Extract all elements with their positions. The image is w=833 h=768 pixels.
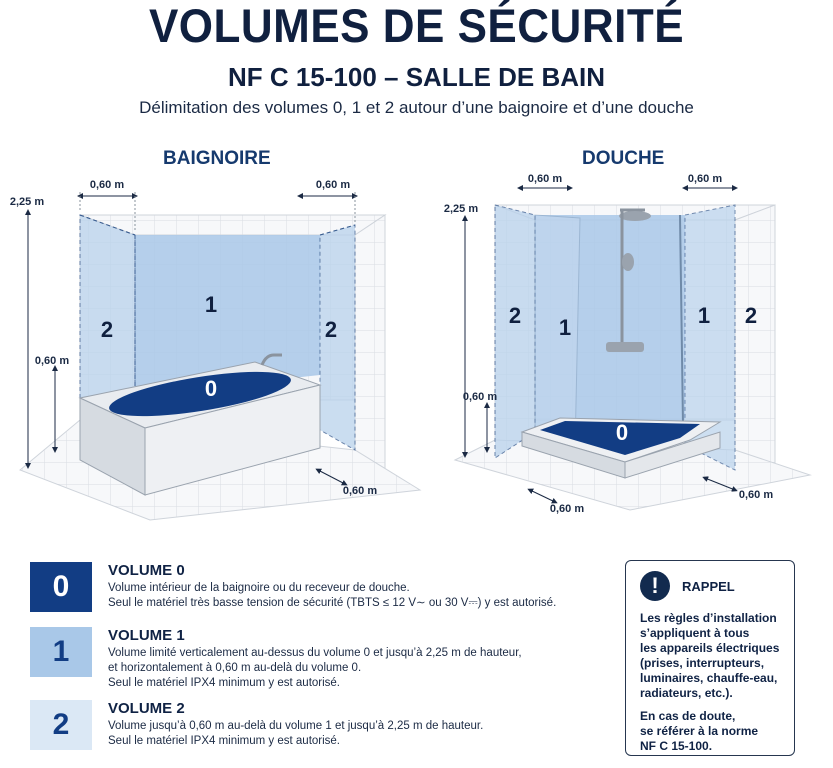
shower-v2-right: 2 (744, 303, 758, 328)
shower-v1-right: 1 (697, 303, 711, 328)
shower-v1-left: 1 (558, 315, 572, 340)
volume-0-line-2: Seul le matériel très basse tension de sécurité (TBTS ≤ 12 V∼ ou 30 V⎓) y est autorisé. (108, 597, 557, 609)
volume-1-title: VOLUME 1 (108, 627, 185, 644)
volume-0-badge: 0 (30, 562, 92, 612)
shower-dim-top-right: 0,60 m (687, 173, 723, 185)
bath-dim-top-right: 0,60 m (315, 179, 351, 191)
exclamation-icon: ! (640, 571, 670, 601)
bath-v0: 0 (204, 376, 218, 401)
shower-dim-floor-left: 0,60 m (549, 503, 585, 515)
rappel-line: luminaires, chauffe-eau, (640, 671, 778, 685)
rappel-line: les appareils électriques (640, 641, 780, 655)
bath-dim-top-left: 0,60 m (89, 179, 125, 191)
bath-dim-floor: 0,60 m (342, 485, 378, 497)
page-description: Délimitation des volumes 0, 1 et 2 autour d’une baignoire et d’une douche (139, 98, 694, 117)
volume-2-badge: 2 (30, 700, 92, 750)
volume-0-line-1: Volume intérieur de la baignoire ou du receveur de douche. (108, 582, 410, 594)
bath-v2-right: 2 (324, 317, 338, 342)
rappel-line: (prises, interrupteurs, (640, 656, 765, 670)
bathroom-diagram (0, 170, 833, 530)
rappel-body (640, 611, 790, 762)
shower-v2-left: 2 (508, 303, 522, 328)
rappel-line: En cas de doute, (640, 709, 736, 723)
bath-v2-left: 2 (100, 317, 114, 342)
volume-2-line-1: Volume jusqu’à 0,60 m au-delà du volume 1 et jusqu’à 2,25 m de hauteur. (108, 720, 484, 732)
volume-1-line-2: et horizontalement à 0,60 m au-delà du volume 0. (108, 662, 362, 674)
rappel-line: Les règles d’installation (640, 611, 777, 625)
volume-1-line-3: Seul le matériel IPX4 minimum y est autorisé. (108, 677, 341, 689)
shower-dim-top-left: 0,60 m (527, 173, 563, 185)
shower-dim-floor-right: 0,60 m (738, 489, 774, 501)
rappel-line: se référer à la norme (640, 724, 759, 738)
rappel-line: NF C 15-100. (640, 739, 713, 753)
bath-v1: 1 (204, 292, 218, 317)
shower-dim-height-low: 0,60 m (462, 391, 498, 403)
bath-volume-0-label (205, 376, 217, 401)
volume-2-line-2: Seul le matériel IPX4 minimum y est autorisé. (108, 735, 341, 747)
volume-1-line-1: Volume limité verticalement au-dessus du volume 0 et jusqu’à 2,25 m de hauteur, (108, 647, 522, 659)
shower-v0: 0 (615, 420, 629, 445)
volume-2-title: VOLUME 2 (108, 700, 185, 717)
bath-dim-height-low: 0,60 m (34, 355, 70, 367)
page-subtitle: NF C 15-100 – SALLE DE BAIN (227, 62, 606, 92)
shower-volume-2-left (495, 205, 535, 458)
volume-0-title: VOLUME 0 (108, 562, 185, 579)
bath-dim-height-total: 2,25 m (9, 196, 45, 208)
baignoire-label: BAIGNOIRE (163, 148, 271, 169)
rappel-line: radiateurs, etc.). (640, 686, 733, 700)
page-title: VOLUMES DE SÉCURITÉ (148, 0, 685, 53)
shower-dim-height-total: 2,25 m (443, 203, 479, 215)
douche-label: DOUCHE (582, 148, 665, 169)
rappel-line: s’appliquent à tous (640, 626, 750, 640)
rappel-title: RAPPEL (682, 579, 735, 594)
volume-1-badge: 1 (30, 627, 92, 677)
rappel-box (625, 560, 795, 756)
